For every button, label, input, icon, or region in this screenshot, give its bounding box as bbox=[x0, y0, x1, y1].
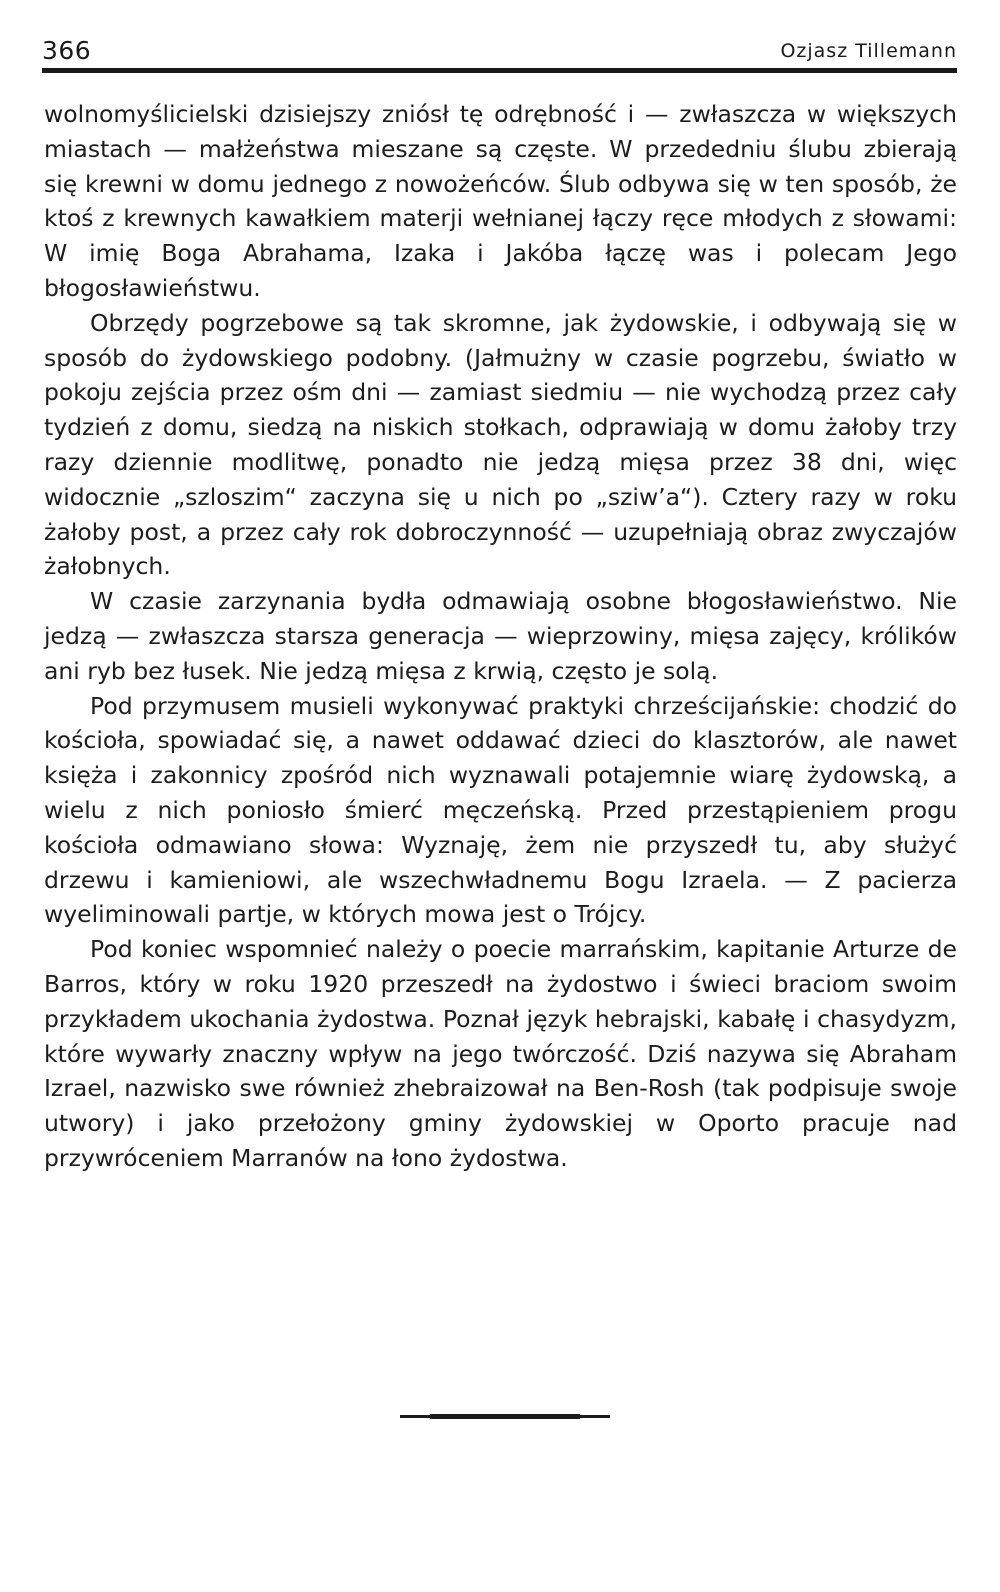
page-number: 366 bbox=[42, 36, 92, 65]
running-head-author: Ozjasz Tillemann bbox=[780, 40, 957, 62]
running-head bbox=[42, 34, 957, 68]
paragraph-slaughter: W czasie zarzynania bydła odmawiają osobne błogosławieństwo. Nie jedzą — zwłaszcza starsza generacja — wieprzowiny, mięsa zajęcy, królików ani ryb bez łusek. Nie jedzą mięsa z krwią, często je solą. bbox=[44, 587, 957, 685]
paragraph-funeral-rites: Obrzędy pogrzebowe są tak skromne, jak żydowskie, i odbywają się w sposób do żydowskiego podobny. (Jałmużny w czasie pogrzebu, światło w pokoju zejścia przez ośm dni — zamiast siedmiu — nie wychodzą przez cały tydzień z domu, siedzą na niskich stołkach, odprawiają w domu żałoby trzy razy dziennie modlitwę, ponadto nie jedzą mięsa przez 38 dni, więc widocznie „szloszim“ zaczyna się u nich po „sziw’a“). Cztery razy w roku żałoby post, a przez cały rok dobroczynność — uzupełniają obraz zwyczajów żałobnych. bbox=[44, 308, 957, 581]
paragraph-christian-practices: Pod przymusem musieli wykonywać praktyki chrześcijańskie: chodzić do kościoła, spowiadać się, a nawet oddawać dzieci do klasztorów, ale nawet księża i zakonnicy zpośród nich wyznawali potajemnie wiarę żydowską, a wielu z nich poniosło śmierć męczeńską. Przed przestąpieniem progu kościoła odmawiano słowa: Wyznaję, żem nie przyszedł tu, aby służyć drzewu i kamieniowi, ale wszechwładnemu Bogu Izraela. — Z pacierza wyeliminowali partje, w których mowa jest o Trójcy. bbox=[44, 691, 957, 929]
end-ornament-rule bbox=[400, 1415, 610, 1418]
header-rule bbox=[42, 68, 957, 73]
paragraph-poet-barros: Pod koniec wspomnieć należy o poecie marrańskim, kapitanie Arturze de Barros, który w roku 1920 przeszedł na żydostwo i świeci braciom swoim przykładem ukochania żydostwa. Poznał język hebrajski, kabałę i chasydyzm, które wywarły znaczny wpływ na jego twórczość. Dziś nazywa się Abraham Izrael, nazwisko swe również zhebraizował na Ben-Rosh (tak podpisuje swoje utwory) i jako przełożony gminy żydowskiej w Oporto pracuje nad przywróceniem Marranów na łono żydostwa. bbox=[44, 935, 957, 1172]
paragraph-marriage: wolnomyślicielski dzisiejszy zniósł tę odrębność i — zwłaszcza w większych miastach — małżeństwa mieszane są częste. W przededniu ślubu zbierają się krewni w domu jednego z nowożeńców. Ślub odbywa się w ten sposób, że ktoś z krewnych kawałkiem materji wełnianej łączy ręce młodych z słowami: W imię Boga Abrahama, Izaka i Jakóba łączę was i polecam Jego błogosławieństwu. bbox=[44, 100, 957, 302]
body-text bbox=[44, 97, 957, 1176]
